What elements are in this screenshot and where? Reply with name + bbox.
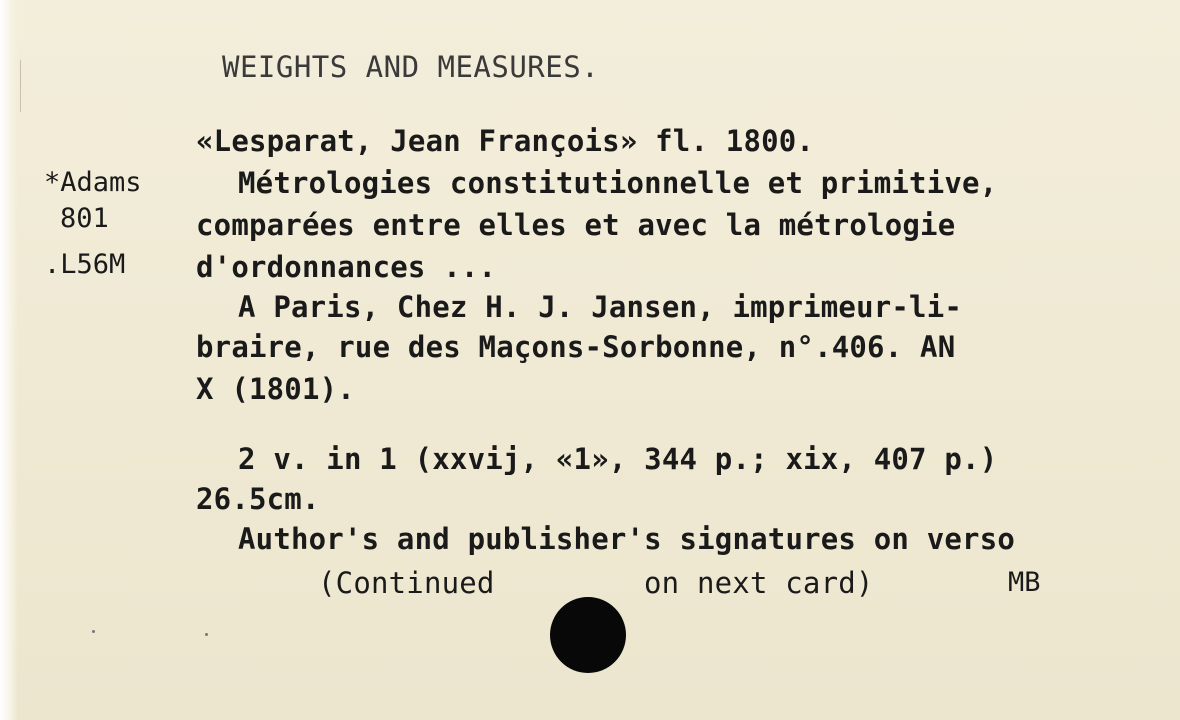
card-edge bbox=[0, 0, 18, 720]
title-line-1: Métrologies constitutionnelle et primitive, bbox=[238, 166, 998, 200]
continued-left: (Continued bbox=[318, 566, 495, 600]
punch-hole bbox=[550, 597, 626, 673]
speck bbox=[92, 630, 95, 633]
imprint-line-3: X (1801). bbox=[196, 372, 355, 406]
call-number-line-3: .L56M bbox=[44, 249, 126, 280]
signatures-note: Author's and publisher's signatures on verso bbox=[238, 522, 1016, 556]
title-line-3: d'ordonnances ... bbox=[196, 250, 497, 284]
collation-line-2: 26.5cm. bbox=[196, 482, 320, 516]
imprint-line-1: A Paris, Chez H. J. Jansen, imprimeur-li- bbox=[238, 290, 963, 324]
cataloger-initials: MB bbox=[1008, 567, 1041, 598]
speck bbox=[205, 633, 208, 636]
call-number-line-2: 801 bbox=[60, 203, 109, 234]
collation-line-1: 2 v. in 1 (xxvij, «1», 344 p.; xix, 407 p.) bbox=[238, 442, 998, 476]
imprint-line-2: braire, rue des Maçons-Sorbonne, n°.406. AN bbox=[196, 330, 956, 364]
edge-mark bbox=[20, 60, 21, 112]
call-number-line-1: *Adams bbox=[44, 167, 142, 198]
author-entry: «Lesparat, Jean François» fl. 1800. bbox=[196, 124, 815, 158]
continued-right: on next card) bbox=[644, 566, 874, 600]
subject-heading: WEIGHTS AND MEASURES. bbox=[222, 50, 600, 84]
title-line-2: comparées entre elles et avec la métrologie bbox=[196, 208, 956, 242]
